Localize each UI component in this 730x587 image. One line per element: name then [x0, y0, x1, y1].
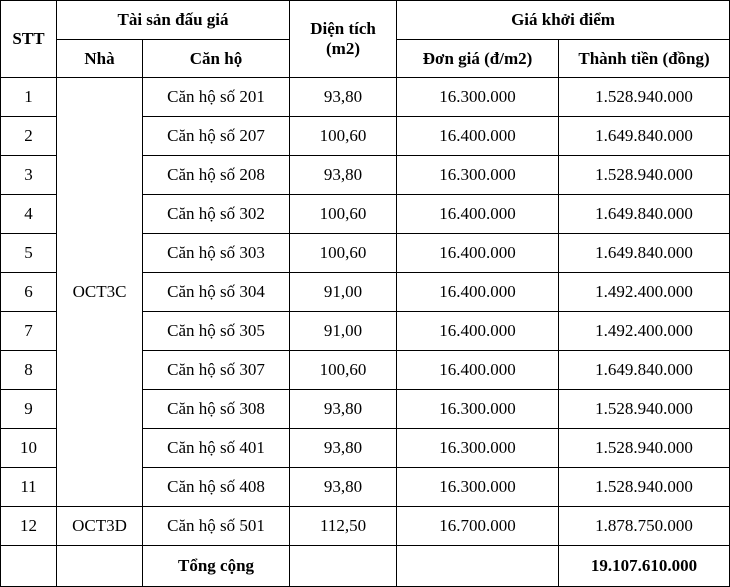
- apartment-cell: Căn hộ số 208: [143, 156, 290, 195]
- total-price-cell: 1.649.840.000: [559, 234, 730, 273]
- header-area: [290, 1, 397, 78]
- header-area-unit: (m2): [326, 39, 360, 58]
- house-cell: OCT3D: [57, 507, 143, 546]
- total-price-cell: 1.528.940.000: [559, 156, 730, 195]
- apartment-cell: Căn hộ số 304: [143, 273, 290, 312]
- header-apartment: Căn hộ: [143, 40, 290, 78]
- header-stt: STT: [1, 1, 57, 78]
- table-row: [1, 507, 730, 546]
- unit-price-cell: 16.400.000: [397, 117, 559, 156]
- area-cell: 91,00: [290, 312, 397, 351]
- area-cell: 93,80: [290, 390, 397, 429]
- area-cell: 100,60: [290, 195, 397, 234]
- apartment-cell: Căn hộ số 307: [143, 351, 290, 390]
- total-label: Tổng cộng: [143, 546, 290, 587]
- unit-price-cell: 16.400.000: [397, 312, 559, 351]
- stt-cell: 3: [1, 156, 57, 195]
- total-price-cell: 1.649.840.000: [559, 195, 730, 234]
- stt-cell: 12: [1, 507, 57, 546]
- total-price-cell: 1.492.400.000: [559, 273, 730, 312]
- apartment-cell: Căn hộ số 308: [143, 390, 290, 429]
- total-empty-cell: [57, 546, 143, 587]
- apartment-cell: Căn hộ số 201: [143, 78, 290, 117]
- area-cell: 100,60: [290, 351, 397, 390]
- total-row: [1, 546, 730, 587]
- total-price-cell: 1.528.940.000: [559, 429, 730, 468]
- unit-price-cell: 16.400.000: [397, 273, 559, 312]
- unit-price-cell: 16.300.000: [397, 390, 559, 429]
- header-total-price: Thành tiền (đồng): [559, 40, 730, 78]
- stt-cell: 7: [1, 312, 57, 351]
- total-empty-cell: [290, 546, 397, 587]
- apartment-cell: Căn hộ số 401: [143, 429, 290, 468]
- house-cell: OCT3C: [57, 78, 143, 507]
- total-value: 19.107.610.000: [559, 546, 730, 587]
- stt-cell: 6: [1, 273, 57, 312]
- area-cell: 93,80: [290, 468, 397, 507]
- area-cell: 100,60: [290, 234, 397, 273]
- stt-cell: 10: [1, 429, 57, 468]
- unit-price-cell: 16.300.000: [397, 468, 559, 507]
- total-price-cell: 1.528.940.000: [559, 390, 730, 429]
- unit-price-cell: 16.400.000: [397, 351, 559, 390]
- total-price-cell: 1.649.840.000: [559, 117, 730, 156]
- area-cell: 91,00: [290, 273, 397, 312]
- unit-price-cell: 16.700.000: [397, 507, 559, 546]
- apartment-cell: Căn hộ số 302: [143, 195, 290, 234]
- unit-price-cell: 16.300.000: [397, 429, 559, 468]
- stt-cell: 8: [1, 351, 57, 390]
- stt-cell: 5: [1, 234, 57, 273]
- total-price-cell: 1.878.750.000: [559, 507, 730, 546]
- total-empty-cell: [1, 546, 57, 587]
- stt-cell: 4: [1, 195, 57, 234]
- header-start-price: Giá khởi điểm: [397, 1, 730, 40]
- area-cell: 100,60: [290, 117, 397, 156]
- stt-cell: 11: [1, 468, 57, 507]
- header-house: Nhà: [57, 40, 143, 78]
- stt-cell: 1: [1, 78, 57, 117]
- unit-price-cell: 16.300.000: [397, 78, 559, 117]
- area-cell: 93,80: [290, 429, 397, 468]
- header-unit-price: Đơn giá (đ/m2): [397, 40, 559, 78]
- header-asset: Tài sản đấu giá: [57, 1, 290, 40]
- area-cell: 112,50: [290, 507, 397, 546]
- stt-cell: 2: [1, 117, 57, 156]
- total-price-cell: 1.528.940.000: [559, 78, 730, 117]
- apartment-cell: Căn hộ số 408: [143, 468, 290, 507]
- unit-price-cell: 16.400.000: [397, 195, 559, 234]
- stt-cell: 9: [1, 390, 57, 429]
- apartment-cell: Căn hộ số 207: [143, 117, 290, 156]
- apartment-cell: Căn hộ số 501: [143, 507, 290, 546]
- unit-price-cell: 16.400.000: [397, 234, 559, 273]
- header-area-label: Diện tích: [310, 19, 376, 38]
- unit-price-cell: 16.300.000: [397, 156, 559, 195]
- area-cell: 93,80: [290, 78, 397, 117]
- total-price-cell: 1.492.400.000: [559, 312, 730, 351]
- total-empty-cell: [397, 546, 559, 587]
- total-price-cell: 1.528.940.000: [559, 468, 730, 507]
- apartment-cell: Căn hộ số 305: [143, 312, 290, 351]
- apartment-cell: Căn hộ số 303: [143, 234, 290, 273]
- table-row: [1, 78, 730, 117]
- total-price-cell: 1.649.840.000: [559, 351, 730, 390]
- area-cell: 93,80: [290, 156, 397, 195]
